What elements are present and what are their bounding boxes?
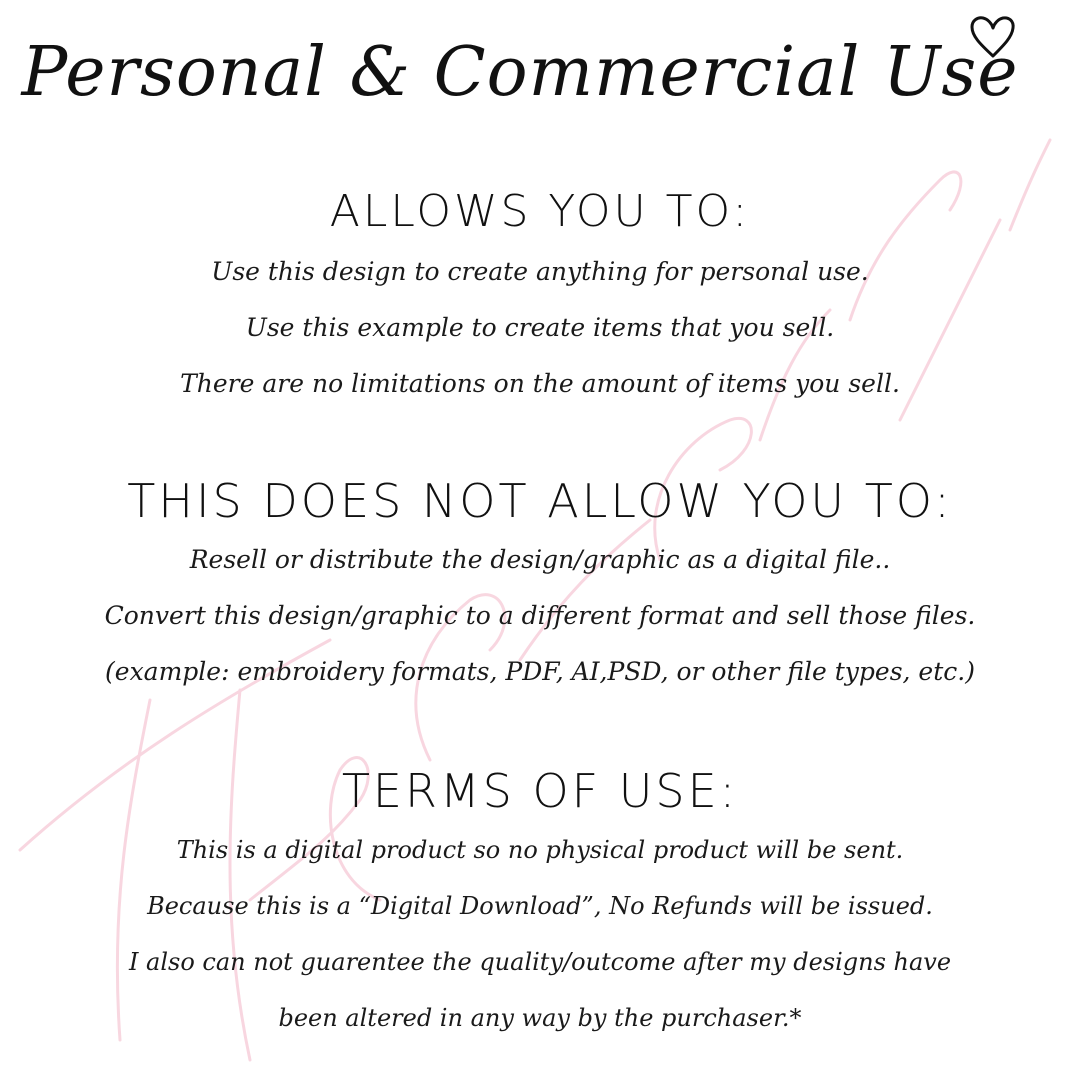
section-line: Resell or distribute the design/graphic as a digital file..: [189, 545, 891, 574]
section-terms-of-use: [0, 760, 1080, 1046]
section-heading: THIS DOES NOT ALLOW YOU TO:: [127, 474, 953, 528]
section-line: Because this is a “Digital Download”, No Refunds will be issued.: [147, 892, 933, 920]
section-line: Convert this design/graphic to a different format and sell those files.: [104, 601, 976, 630]
heart-icon: [968, 14, 1018, 60]
section-line: This is a digital product so no physical product will be sent.: [176, 836, 904, 864]
section-allows: [0, 180, 1080, 412]
section-line: (example: embroidery formats, PDF, AI,PSD, or other file types, etc.): [105, 657, 975, 686]
section-line: There are no limitations on the amount of items you sell.: [180, 369, 900, 398]
section-heading: ALLOWS YOU TO:: [329, 186, 751, 237]
section-heading: TERMS OF USE:: [341, 764, 739, 818]
page-title: Personal & Commercial Use: [21, 33, 1019, 112]
section-line: Use this design to create anything for personal use.: [211, 257, 869, 286]
section-line: Use this example to create items that you sell.: [245, 313, 835, 342]
section-does-not-allow: [0, 470, 1080, 700]
section-line: I also can not guarentee the quality/outcome after my designs have: [128, 948, 952, 976]
section-line: been altered in any way by the purchaser.*: [278, 1004, 802, 1032]
